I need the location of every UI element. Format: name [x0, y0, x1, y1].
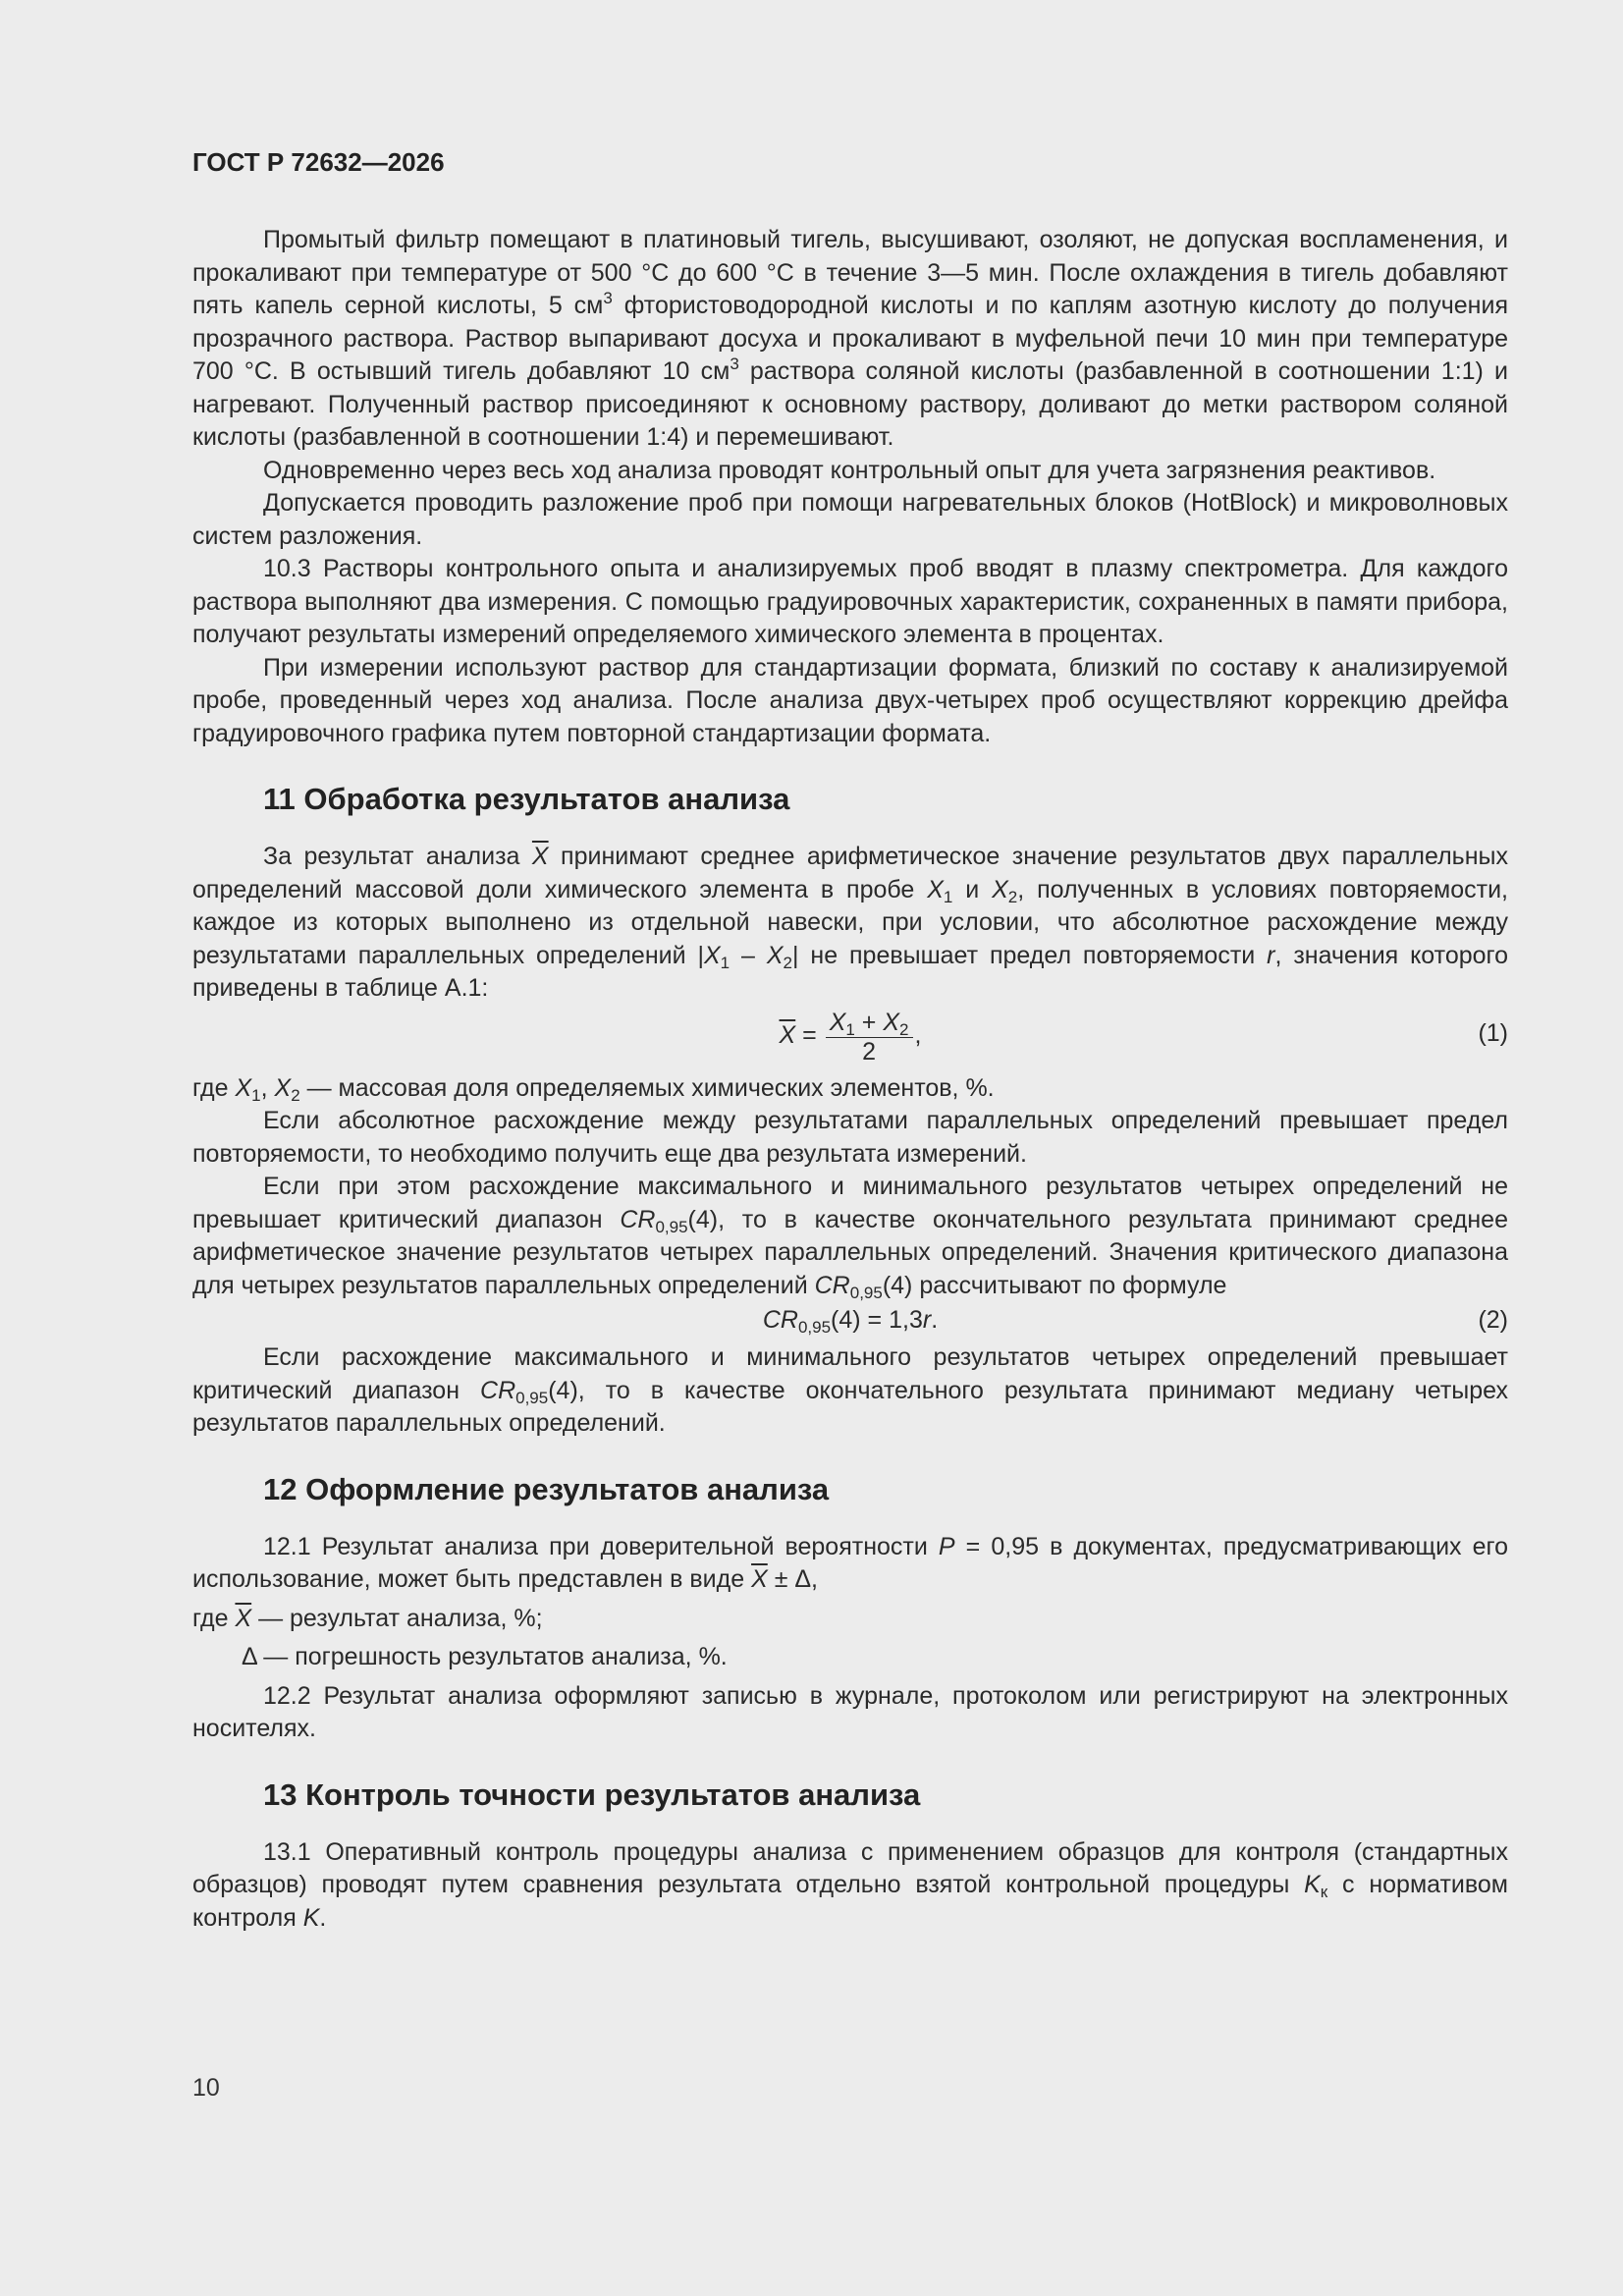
- paragraph: где $X_1$, $X_2$ — массовая доля определяемых химических элементов, %.: [192, 1073, 995, 1105]
- paragraph: 12.2 Результат анализа оформляют записью в журнале, протоколом или регистрируют на электронных носителях.: [192, 1681, 1508, 1742]
- formula-number: (2): [1478, 1306, 1508, 1334]
- paragraph: Одновременно через весь ход анализа проводят контрольный опыт для учета загрязнения реактивов.: [263, 456, 1436, 484]
- section-heading-12: 12 Оформление результатов анализа: [263, 1471, 830, 1506]
- paragraph: За результат анализа $\overline{X}$ принимают среднее арифметическое значение результатов двух параллельных определений массовой доли химического элемента в пробе $X_1$ и $X_2$, полученных в условиях повторяемости, каждое из которых выполнено из отдельной навески, при условии, что абсолютное расхождение между результатами параллельных определений $|X_1 - X_2|$ не превышает предел повторяемости r, значения которого приведены в таблице А.1:: [192, 843, 1509, 1002]
- paragraph: При измерении используют раствор для стандартизации формата, близкий по составу к анализируемой пробе, проведенный через ход анализа. После анализа двух-четырех проб осуществляют коррекцию дрейфа градуировочного графика путем повторной стандартизации формата.: [192, 653, 1508, 747]
- paragraph: 10.3 Растворы контрольного опыта и анализируемых проб вводят в плазму спектрометра. Для каждого раствора выполняют два измерения. С помощью градуировочных характеристик, сохраненных в памяти прибора, получают результаты измерений определяемого химического элемента в процентах.: [192, 555, 1508, 648]
- paragraph: Промытый фильтр помещают в платиновый тигель, высушивают, озоляют, не допуская воспламенения, и прокаливают при температуре от 500 °С до 600 °С в течение 3—5 мин. После охлаждения в тигель добавляют пять капель серной кислоты, 5 $см^3$ фтористоводородной кислоты и по каплям азотную кислоту до получения прозрачного раствора. Раствор выпаривают досуха и прокаливают в муфельной печи 10 мин при температуре 700 °С. В остывший тигель добавляют 10 $см^3$ раствора соляной кислоты (разбавленной в соотношении 1:1) и нагревают. Полученный раствор присоединяют к основному раствору, доливают до метки раствором соляной кислоты (разбавленной в соотношении 1:4) и перемешивают.: [192, 226, 1508, 451]
- paragraph: 12.1 Результат анализа при доверительной вероятности P = 0,95 в документах, предусматривающих его использование, может быть представлен в виде $\overline{X} \pm \Delta$,: [192, 1532, 1508, 1593]
- paragraph: Допускается проводить разложение проб при помощи нагревательных блоков (HotBlock) и микроволновых систем разложения.: [192, 489, 1508, 550]
- section-heading-13: 13 Контроль точности результатов анализа: [263, 1777, 921, 1812]
- page-content: [192, 224, 1508, 1935]
- paragraph: 13.1 Оперативный контроль процедуры анализа с применением образцов для контроля (стандартных образцов) проводят путем сравнения результата отдельно взятой контрольной процедуры $K_к$ с нормативом контроля K.: [192, 1837, 1508, 1932]
- standard-header: ГОСТ Р 72632—2026: [192, 147, 445, 177]
- section-heading-11: 11 Обработка результатов анализа: [263, 782, 790, 816]
- page-number: 10: [192, 2074, 220, 2102]
- paragraph: Если при этом расхождение максимального и минимального результатов четырех определений не превышает критический диапазон $CR_{0,95}(4)$, то в качестве окончательного результата принимают среднее арифметическое значение результатов четырех параллельных определений. Значения критического диапазона для четырех результатов параллельных определений $CR_{0,95}(4)$ рассчитывают по формуле: [192, 1173, 1508, 1302]
- paragraph: где $\overline{X}$ — результат анализа, %;: [192, 1604, 543, 1632]
- paragraph: Если расхождение максимального и минимального результатов четырех определений превышает критический диапазон $CR_{0,95}(4)$, то в качестве окончательного результата принимают медиану четырех результатов параллельных определений.: [192, 1343, 1509, 1437]
- paragraph: Если абсолютное расхождение между результатами параллельных определений превышает предел повторяемости, то необходимо получить еще два результата измерений.: [192, 1107, 1508, 1168]
- formula-2: $CR_{0,95}(4) = 1,3r$. (2): [762, 1306, 1508, 1337]
- paragraph: Δ — погрешность результатов анализа, %.: [242, 1643, 728, 1670]
- formula-1: $\overline{X}$ = $\frac{X_1 + X_2}{2}$ , (1): [779, 1008, 1508, 1066]
- formula-number: (1): [1478, 1018, 1508, 1047]
